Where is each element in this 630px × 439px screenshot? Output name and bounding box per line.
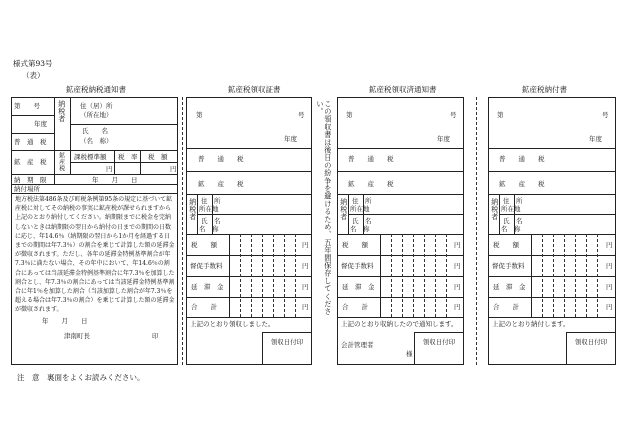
payslip-addr: 住 所: [503, 197, 523, 205]
report-row-amount: 税 額: [342, 241, 368, 249]
receipt-payer-label: 納税者: [188, 198, 197, 221]
payslip-addr2: 所在地: [501, 205, 521, 213]
receipt-addr: 住 所: [201, 197, 221, 205]
receipt-addr2: 所在地: [199, 205, 219, 213]
receipt-row-fee: 督促手数料: [190, 262, 223, 270]
report-addr2: 所在地: [350, 205, 370, 213]
notice-seal: 印: [152, 332, 159, 340]
payslip-tax-kind: 普 通 税: [499, 155, 545, 163]
notice-name-label: 氏 名: [82, 127, 108, 135]
notice-deadline-label: 納 期 限: [14, 176, 47, 184]
notice-amount-label: 税 額: [148, 153, 168, 161]
receipt-row-total: 合 計: [191, 303, 217, 311]
receipt-year: 年度: [284, 135, 297, 143]
report-name: 氏 名: [352, 217, 372, 225]
report-payer-label: 納税者: [339, 198, 348, 221]
form-number: 様式第93号: [13, 59, 53, 68]
payslip-yen-2: 円: [606, 262, 613, 270]
report-addr: 住 所: [352, 197, 372, 205]
report-no: 第: [346, 111, 353, 119]
receipt-row-amount: 税 額: [191, 241, 217, 249]
notice-law-text: 地方税法第486条及び町税条例第95条の規定に基づいて鉱産税に対してその納税の事実に鉱産税が課せられますから上記のとおり納付してください。納期限までに税金を完納しないときは納期限の翌日から納付の日までの期間の日数に応じ、年14.6％（納期限の翌日から1か月を経過する日までの期間は年7.3％）の割合を乗じて計算した額の延滞金が徴収されます。ただし、各年の延滞金特例基準割合が年7.3％に満たない場合、その年中において、年14.6％の割合にあっては当該延滞金特例基準割合に年7.3％を加算した割合とし、年7.3％の割合にあっては当該延滞金特例基準割合に年1％を加算した割合（当該加算した割合が年7.3％を超える場合は年7.3％の割合）を乗じて計算した額の延滞金が徴収されます。: [15, 196, 175, 314]
receipt-mining-tax: 鉱 産 税: [198, 180, 244, 188]
report-title: 鉱産税領収済通知書: [369, 85, 437, 94]
receipt-yen-4: 円: [302, 303, 309, 311]
payslip-stamp-box: [566, 332, 616, 365]
report-no-suffix: 号: [450, 111, 457, 119]
notice-year: 年度: [34, 120, 47, 128]
payslip-payer-label: 納税者: [490, 198, 499, 221]
report-year: 年度: [437, 135, 450, 143]
report-yen-4: 円: [454, 303, 461, 311]
report-yen-3: 円: [454, 283, 461, 291]
notice-mining-tax: 鉱 産 税: [14, 158, 47, 166]
payslip-year: 年度: [589, 135, 602, 143]
report-row-late: 延 滞 金: [342, 283, 375, 291]
side-label: （表）: [22, 71, 45, 80]
report-mining-tax: 鉱 産 税: [348, 180, 394, 188]
payslip-yen-3: 円: [606, 283, 613, 291]
report-tax-kind: 普 通 税: [348, 155, 394, 163]
receipt-no-suffix: 号: [298, 111, 305, 119]
report-accountant: 会計管理者: [341, 341, 374, 349]
notice-mining-tax-vertical: 鉱産税: [57, 152, 65, 172]
payslip-received-text: 上記のとおり納付します。: [492, 320, 570, 328]
payslip-row-fee: 督促手数料: [492, 262, 525, 270]
payslip-name2: 名 称: [501, 225, 521, 233]
payslip-row-late: 延 滞 金: [493, 283, 526, 291]
notice-rate-label: 税 率: [118, 153, 138, 161]
payslip-row-amount: 税 額: [493, 241, 519, 249]
payslip-mining-tax: 鉱 産 税: [499, 180, 545, 188]
receipt-name2: 名 称: [199, 225, 219, 233]
report-row-total: 合 計: [342, 303, 368, 311]
payslip-yen-4: 円: [606, 303, 613, 311]
report-name2: 名 称: [350, 225, 370, 233]
report-received-text: 上記のとおり収納したので通知します。: [341, 320, 458, 328]
keep-note: この領収書は後日の紛争を避けるため、五年間保存してください。: [315, 100, 333, 316]
notice-tax-kind: 普 通 税: [14, 138, 47, 146]
payslip-yen-1: 円: [606, 241, 613, 249]
receipt-yen-3: 円: [302, 283, 309, 291]
cut-line-2: [476, 97, 477, 365]
cut-line-1: [182, 97, 183, 365]
notice-yen-1: 円: [106, 165, 113, 173]
report-stamp-label: 領収日付印: [422, 338, 456, 346]
notice-title: 鉱産税納税通知書: [66, 85, 126, 94]
footer-note: 注 意 裏面をよくお読みください。: [17, 373, 145, 382]
receipt-yen-1: 円: [302, 241, 309, 249]
receipt-row-late: 延 滞 金: [191, 283, 224, 291]
notice-mayor: 津南町長: [64, 332, 90, 340]
receipt-title: 鉱産税領収証書: [228, 85, 281, 94]
payslip-no-suffix: 号: [602, 111, 609, 119]
receipt-yen-2: 円: [302, 262, 309, 270]
receipt-received-text: 上記のとおり領収しました。: [190, 320, 275, 328]
payslip-no: 第: [497, 111, 504, 119]
notice-deadline-date: 年 月 日: [92, 176, 138, 184]
notice-addr-sub: （所在地）: [80, 111, 113, 119]
receipt-stamp-box: [262, 332, 312, 365]
payslip-title: 鉱産税納付書: [522, 85, 567, 94]
payslip-row-total: 合 計: [493, 303, 519, 311]
receipt-stamp-label: 領収日付印: [270, 338, 304, 346]
notice-issue-date: 年 月 日: [42, 317, 88, 325]
notice-name-sub: （名 称）: [80, 137, 113, 145]
report-sama: 様: [406, 350, 413, 358]
receipt-no: 第: [196, 111, 203, 119]
payslip-name: 氏 名: [503, 217, 523, 225]
report-stamp-box: [414, 332, 464, 365]
notice-yen-2: 円: [170, 165, 177, 173]
notice-payer-label: 納税者: [57, 100, 66, 123]
notice-place-label: 納付場所: [14, 185, 40, 193]
notice-standard-label: 課税標準額: [74, 153, 107, 161]
payslip-stamp-label: 領収日付印: [574, 338, 608, 346]
receipt-name: 氏 名: [201, 217, 221, 225]
report-yen-1: 円: [454, 241, 461, 249]
report-yen-2: 円: [454, 262, 461, 270]
report-row-fee: 督促手数料: [341, 262, 374, 270]
notice-no: 第 号: [14, 102, 40, 110]
receipt-tax-kind: 普 通 税: [198, 155, 244, 163]
notice-addr-label: 住（居）所: [80, 102, 113, 110]
